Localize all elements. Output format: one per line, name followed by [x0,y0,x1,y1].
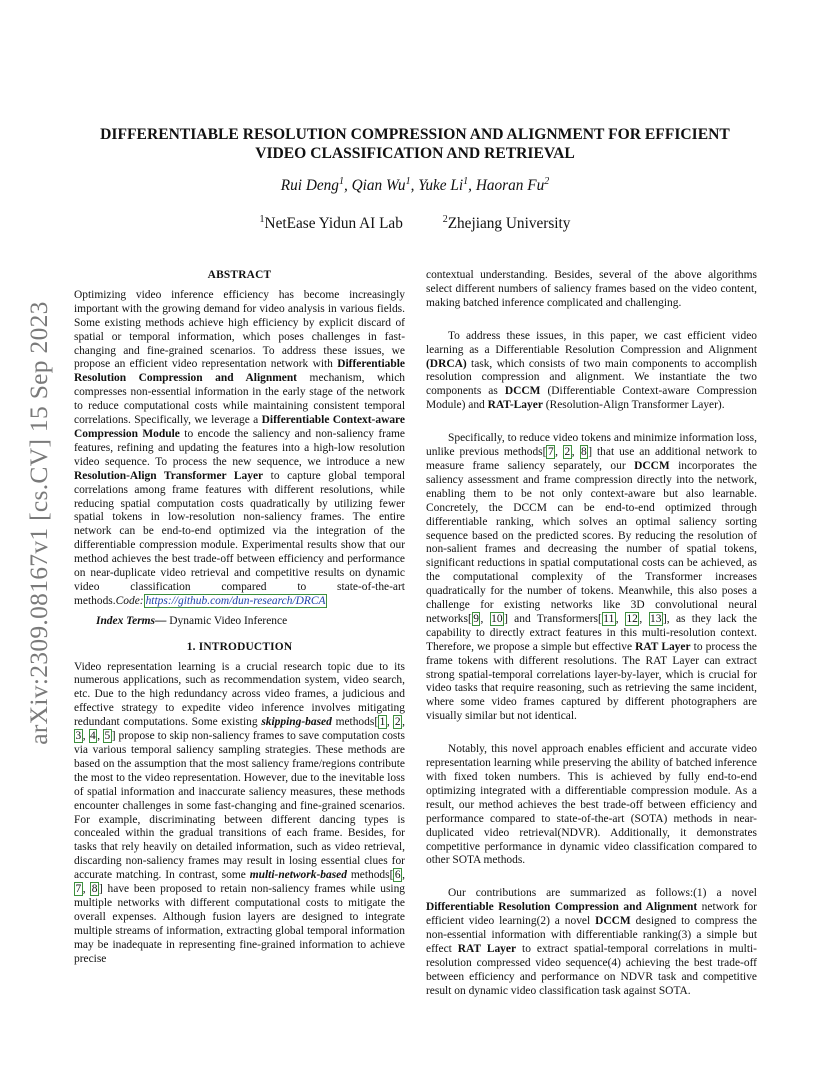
affil-name: Zhejiang University [447,215,571,232]
citation-link[interactable]: 2 [394,716,401,729]
index-terms [74,615,405,629]
affil-mark: 2 [442,213,448,225]
citation-link[interactable]: 9 [473,612,479,625]
intro-paragraph-3: Specifically, to reduce video tokens and minimize information loss, unlike previous methods[ 7 , 2 , 8 ] that use an additional network to measure frame saliency separately, our DCCM incorporates the saliency assessment and frame compression directly into the network, enabling them to be not only context-aware but also learnable. Concretely, the DCCM can be end-to-end optimized through differentiable ranking, which solves an optimal saliency sorting sequence based on the predicted scores. By reducing the resolution of non-salient frames and decreasing the number of spatial tokens, significant reductions in spatial computational costs can be achieved, as the computational complexity of the Transformer increases quadratically for the number of tokens. Meanwhile, this also poses a challenge for existing networks like 3D convolutional neural networks[ 9 , 10 ] and Transformers[ 11 , 12 , 13 ], as they lack the capability to directly extract features in this multi-resolution context. Therefore, we propose a simple but effective RAT Layer to process the frame tokens with different resolutions. The RAT Layer can extract strong spatial-temporal correlations layer-by-layer, which is crucial for video tasks that require reasoning, such as retrieving the same incident, where some video frames captured by different photographers are visually similar but not identical. [426,432,758,723]
affiliation [260,215,403,233]
index-terms-value: Dynamic Video Inference [166,614,288,627]
title-line-1: DIFFERENTIABLE RESOLUTION COMPRESSION AND ALIGNMENT FOR EFFICIENT [100,126,730,143]
abstract-text: Optimizing video inference efficiency has become increasingly important with the growing demand for video analysis in various fields. Some existing methods achieve high efficiency by explicit discard of spatial or temporal information, which poses challenges in fast-changing and fine-grained scenarios. To address these issues, we propose an efficient video representation network with Differentiable Resolution Compression and Alignment mechanism, which compresses non-essential information in the early stage of the network to reduce computational costs while maintaining consistent temporal correlations. Specifically, we leverage a Differentiable Context-aware Compression Module to encode the saliency and non-saliency frame features, refining and updating the features into a high-low resolution video sequence. To process the new sequence, we introduce a new Resolution-Align Transformer Layer to capture global temporal correlations among frame features with different resolutions, while reducing spatial computation costs quadratically by utilizing fewer spatial tokens in low-resolution non-saliency frames. The entire network can be end-to-end optimized via the integration of the differentiable compression module. Experimental results show that our method achieves the best trade-off between efficiency and performance on near-duplicate video retrieval and competitive results on dynamic video classification compared to state-of-the-art methods.Code: https://github.com/dun-research/DRCA [74,288,406,607]
bold-term: (DRCA) [426,357,467,370]
bold-term: DCCM [634,459,670,472]
affiliation-list [70,215,760,233]
citation-link[interactable]: 8 [91,883,98,896]
title-line-2: VIDEO CLASSIFICATION AND RETRIEVAL [255,144,575,162]
bold-term: Differentiable Resolution Compression and Alignment [426,901,698,914]
emph-term: skipping-based [261,716,332,729]
bold-term: Differentiable Resolution Compression and Alignment [74,358,405,385]
index-terms-label: Index Terms— [96,614,167,627]
bold-term: Differentiable Context-aware Compression Module [74,414,406,440]
bold-term: Resolution-Align Transformer Layer [74,469,264,482]
arxiv-sidebar [14,285,64,760]
code-label: Code: [115,594,144,607]
author-name: Qian Wu [351,177,406,194]
citation-link[interactable]: 10 [491,612,503,625]
bold-term: RAT Layer [457,942,517,955]
citation-link[interactable]: 2 [564,446,571,459]
intro-text: Video representation learning is a crucial research topic due to its numerous applications, such as recommendation system, video search, etc. Due to the high redundancy across video frames, a judicious and effective strategy to expedite video inference involves mitigating redundant computations. Some existing skipping-based methods[ 1 , 2 , 3 , 4 , 5 ] propose to skip non-saliency frames to save computation costs via various temporal saliency sampling strategies. These methods are based on the assumption that the most saliency frame/regions contribute the most to the video representation. However, due to the inevitable loss of spatial information and inaccurate saliency measures, these methods encounter challenges in some fast-changing and fine-grained scenarios. For example, discriminating between different dancing types is concealed within the gradual transitions of each frame. Besides, for tasks that rely heavily on detailed information, such as video retrieval, discarding non-saliency frames may result in losing essential clues for accurate matching. In contrast, some multi-network-based methods[ 6 , 7 , 8 ] have been proposed to retain non-saliency frames while using multiple networks with different computational costs to mitigate the overall expenses. Although fusion layers are designed to integrate multiple streams of information, extracting global temporal information may be inadequate in representing fine-grained information to achieve precise [74,660,406,965]
bold-term: RAT-Layer [487,399,543,412]
author-name: Yuke Li [418,177,464,194]
author-affil-mark: 1 [338,175,344,187]
author-affil-mark: 1 [463,175,469,187]
intro-heading: 1. INTRODUCTION [186,640,293,653]
citation-link[interactable]: 8 [581,446,587,459]
author-list: Rui Deng$^1$, Qian Wu$^1$, Yuke Li$^1$, Haoran Fu$^2$ [280,175,550,194]
affil-name: NetEase Yidun AI Lab [264,215,403,232]
bold-term: DCCM [504,385,541,398]
author-name: Haoran Fu [475,177,545,194]
right-column [426,269,757,999]
author-affil-mark: 2 [544,175,550,187]
emph-term: multi-network-based [249,869,347,882]
author-name: Rui Deng [280,177,339,194]
bold-term: DCCM [595,915,631,928]
citation-link[interactable]: 1 [379,716,386,729]
citation-link[interactable]: 6 [394,869,401,882]
affiliation [443,215,571,233]
code-link[interactable]: https://github.com/dun-research/DRCA [145,594,326,607]
left-column [74,269,405,967]
bold-term: RAT Layer [635,640,691,653]
citation-link[interactable]: 4 [90,730,96,743]
citation-link[interactable]: 11 [603,612,615,625]
author-affil-mark: 1 [405,175,411,187]
intro-paragraph-2: To address these issues, in this paper, we cast efficient video learning as a Differentiable Resolution Compression and Alignment (DRCA) task, which consists of two main components to accomplish resolution compression and alignment. We instantiate the two components as DCCM (Differentiable Context-aware Compression Module) and RAT-Layer (Resolution-Align Transformer Layer). [426,329,757,412]
abstract-heading: ABSTRACT [207,269,272,281]
citation-link[interactable]: 7 [75,883,82,896]
citation-link[interactable]: 13 [650,612,662,625]
paper-title [70,126,760,163]
citation-link[interactable]: 12 [626,612,638,625]
intro-paragraph-4: Notably, this novel approach enables efficient and accurate video representation learning while preserving the ability of batched inference with fixed token numbers. This is achieved by fully end-to-end optimizing integrated with a differentiable compression module. As a result, our method achieves the best trade-off between efficiency and performance compared to state-of-the-art (SOTA) methods in near-duplicated video retrieval(NDVR). Additionally, it demonstrates competitive performance in dynamic video classification compared to other SOTA methods. [426,743,757,867]
citation-link[interactable]: 7 [547,446,554,459]
affil-mark: 1 [259,213,265,225]
intro-continued: contextual understanding. Besides, several of the above algorithms select different numbers of saliency frames based on the video content, making batched inference complicated and challenging. [426,269,757,309]
citation-link[interactable]: 5 [104,730,111,743]
citation-link[interactable]: 3 [75,730,82,743]
arxiv-identifier: arXiv:2309.08167v1 [cs.CV] 15 Sep 2023 [24,300,53,745]
contributions-paragraph: Our contributions are summarized as follows:(1) a novel Differentiable Resolution Compression and Alignment network for efficient video learning(2) a novel DCCM designed to compress the non-essential information with differentiable ranking(3) a simple but effect RAT Layer to extract spatial-temporal correlations in multi-resolution compressed video sequence(4) achieving the best trade-off between efficiency and performance on NDVR task and competitive result on dynamic video classification task against SOTA. [426,887,757,997]
